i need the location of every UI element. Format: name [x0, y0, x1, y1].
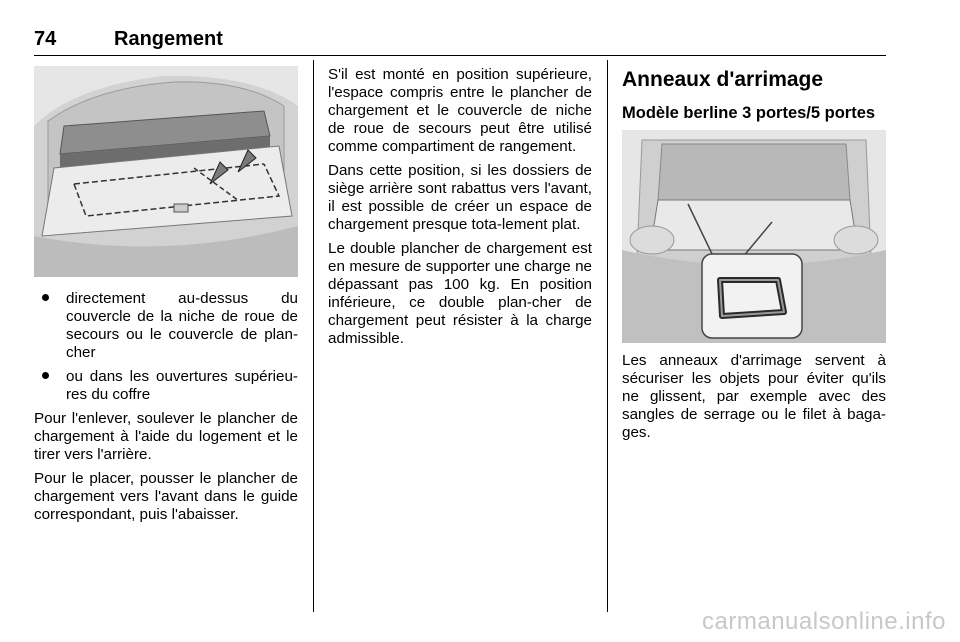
- page-title: Rangement: [114, 28, 223, 50]
- header-divider: [34, 55, 886, 56]
- paragraph: Dans cette position, si les dossiers de siège arrière sont rabattus vers l'avant, il est possible de créer un espace de chargement presque tota-lement plat.: [328, 162, 592, 233]
- page-number: 74: [34, 28, 57, 50]
- tie-down-rings-illustration: [622, 130, 886, 343]
- column-1: [34, 290, 298, 530]
- list-item: directement au-dessus du couvercle de la niche de roue de secours ou le couvercle de plan-cher: [34, 290, 298, 362]
- trunk-load-floor-illustration: [34, 66, 298, 277]
- column-divider-2: [607, 60, 608, 612]
- trunk-load-floor-drawing: [34, 66, 298, 277]
- section-subheading: Modèle berline 3 portes/5 portes: [622, 104, 876, 122]
- tie-down-rings-drawing: [622, 130, 886, 343]
- list-item: ou dans les ouvertures supérieu-res du coffre: [34, 368, 298, 404]
- section-heading: Anneaux d'arrimage: [622, 68, 824, 91]
- paragraph: Le double plancher de chargement est en mesure de supporter une charge ne dépassant pas 100 kg. En position inférieure, ce double plan-cher de chargement peut résister à la charge admissible.: [328, 240, 592, 347]
- column-2: [328, 66, 592, 354]
- bullet-icon: [42, 294, 49, 301]
- bullet-list: [34, 290, 298, 404]
- page-header: [34, 28, 886, 54]
- paragraph: Pour le placer, pousser le plancher de chargement vers l'avant dans le guide correspondant, puis l'abaisser.: [34, 470, 298, 523]
- bullet-icon: [42, 372, 49, 379]
- watermark: carmanualsonline.info: [702, 608, 946, 635]
- paragraph: Pour l'enlever, soulever le plancher de chargement à l'aide du logement et le tirer vers l'arrière.: [34, 410, 298, 463]
- column-divider-1: [313, 60, 314, 612]
- column-3: [622, 352, 886, 448]
- paragraph: Les anneaux d'arrimage servent à sécuriser les objets pour éviter qu'ils ne glissent, par exemple avec des sangles de serrage ou le filet à baga-ges.: [622, 352, 886, 441]
- paragraph: S'il est monté en position supérieure, l'espace compris entre le plancher de chargement et le couvercle de niche de roue de secours peut être utilisé comme compartiment de rangement.: [328, 66, 592, 155]
